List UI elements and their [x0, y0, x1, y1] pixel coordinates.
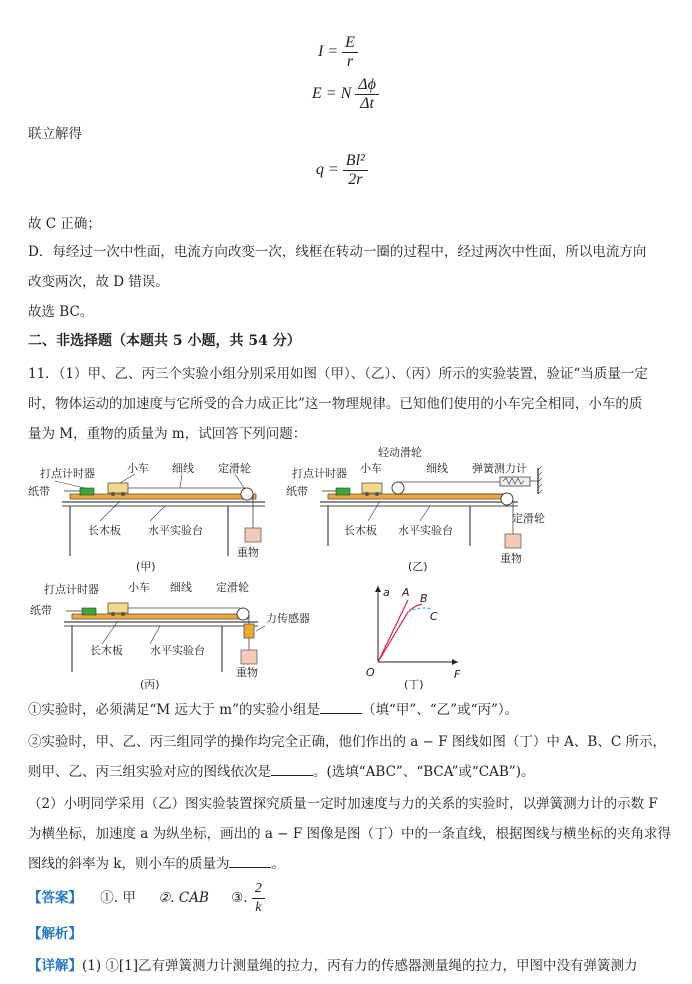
label-rope: 细线 [170, 581, 192, 594]
formula-lhs: I = [318, 43, 339, 61]
timer-icon [336, 488, 350, 495]
car-icon [108, 483, 128, 493]
formula-numerator: Δϕ [355, 76, 379, 95]
detail-text: (1) ①[1]乙有弹簧测力计测量绳的拉力，丙有力的传感器测量绳的拉力，甲图中没有弹簧测力 [82, 958, 638, 974]
label-spring-scale: 弹簧测力计 [472, 462, 527, 475]
leader-timer [55, 481, 85, 488]
line-label-c: C [430, 610, 438, 623]
y-axis-arrow-icon [375, 586, 381, 592]
label-pulley: 定滑轮 [216, 581, 249, 594]
caption-yi: (乙) [408, 560, 428, 573]
answer-2: ②. CAB [158, 890, 209, 906]
text-choose: 故选 BC。 [28, 304, 94, 320]
detail-tag: 【详解】 [28, 958, 82, 974]
answer-blank [229, 855, 271, 868]
part2-line1: （2）小明同学采用（乙）图实验装置探究质量一定时加速度与力的关系的实验时，以弹簧测力计的示数 F [28, 796, 658, 812]
movable-pulley-icon [392, 482, 404, 494]
answer-blank [320, 701, 362, 714]
car-wheel-icon [111, 612, 115, 616]
formula-current [318, 34, 358, 71]
car-wheel-icon [121, 612, 125, 616]
figure-bing [30, 580, 310, 690]
part2-line2: 为横坐标，加速度 a 为纵坐标，画出的 a − F 图像是图（丁）中的一条直线，根据图线与横坐标的夹角求得 [28, 826, 672, 842]
label-tape: 纸带 [28, 485, 50, 498]
timer-icon [82, 608, 96, 615]
long-board [72, 614, 248, 619]
figure-yi [286, 446, 545, 573]
subquestion-2-suffix: 。(选填“ABC”、“BCA”或“CAB”)。 [313, 764, 535, 780]
label-timer: 打点计时器 [44, 583, 99, 596]
weight-icon [245, 528, 261, 542]
caption-jia: (甲) [136, 560, 156, 573]
answer-1: ①. 甲 [100, 890, 136, 906]
car-wheel-icon [375, 492, 379, 496]
car-icon [108, 603, 128, 613]
label-table: 水平实验台 [150, 644, 205, 657]
text-c-correct: 故 C 正确； [28, 216, 101, 232]
label-tape: 纸带 [286, 485, 308, 498]
question-line2: 时，物体运动的加速度与它所受的合力成正比”这一物理规律。已知他们使用的小车完全相同，小车的质 [28, 396, 643, 412]
line-label-a: A [402, 586, 410, 599]
formula-lhs: E = N [312, 85, 352, 103]
label-car: 小车 [127, 462, 149, 475]
label-pulley: 定滑轮 [512, 512, 545, 525]
label-pulley: 定滑轮 [218, 462, 251, 475]
car-wheel-icon [121, 492, 125, 496]
label-table: 水平实验台 [398, 524, 453, 537]
leader-pulley [235, 474, 245, 489]
section-heading: 二、非选择题（本题共 5 小题，共 54 分） [28, 333, 301, 349]
label-timer: 打点计时器 [40, 467, 95, 480]
part2-line3-suffix: 。 [271, 856, 285, 872]
answer-3-label: ③. [231, 890, 248, 906]
long-board [328, 494, 510, 499]
detail-row [28, 954, 638, 974]
car-wheel-icon [111, 492, 115, 496]
label-timer: 打点计时器 [292, 467, 347, 480]
answer-tag: 【答案】 [28, 890, 82, 906]
label-movable-pulley: 轻动滑轮 [378, 446, 422, 459]
label-board: 长木板 [90, 644, 123, 657]
part2-line3 [28, 852, 285, 872]
formula-denominator: r [346, 53, 354, 70]
weight-icon [505, 534, 521, 548]
question-line3: 量为 M，重物的质量为 m，试回答下列问题： [28, 426, 307, 442]
pulley-icon [501, 493, 513, 505]
leader-board [368, 501, 380, 521]
axis-label-a: a [383, 586, 390, 599]
subquestion-1-text: ①实验时，必须满足“M 远大于 m”的实验小组是 [28, 702, 321, 718]
label-weight: 重物 [500, 552, 522, 565]
leader-table [150, 626, 160, 644]
formula-numerator: E [342, 34, 358, 53]
pulley-icon [237, 608, 249, 620]
text-d-line1: D．每经过一次中性面，电流方向改变一次，线框在转动一圈的过程中，经过两次中性面，所以电流方向 [28, 244, 647, 260]
formula-emf [312, 76, 379, 113]
label-tape: 纸带 [30, 604, 52, 617]
formula-denominator: Δt [360, 95, 374, 112]
graph-line-b [378, 604, 422, 662]
leader-board [100, 501, 120, 521]
subquestion-1 [28, 698, 518, 718]
figure-jia [28, 461, 265, 573]
answer-row [28, 880, 265, 917]
subquestion-2-line2 [28, 760, 534, 780]
subquestion-1-suffix: （填“甲”、“乙”或“丙”）。 [362, 702, 519, 718]
force-sensor-icon [244, 624, 254, 638]
caption-ding: (丁) [404, 678, 424, 690]
leader-rope [180, 474, 182, 488]
label-table: 水平实验台 [148, 524, 203, 537]
formula-denominator: 2r [348, 171, 363, 188]
analysis-tag: 【解析】 [28, 926, 82, 942]
leader-table [150, 506, 165, 521]
label-rope: 细线 [172, 462, 194, 475]
part2-line3-text: 图线的斜率为 k，则小车的质量为 [28, 856, 230, 872]
answer-blank [271, 763, 313, 776]
experiment-figures [0, 446, 692, 690]
axis-label-f: F [454, 668, 461, 681]
leader-board [102, 621, 118, 644]
line-label-b: B [420, 592, 428, 605]
text-d-line2: 改变两次，故 D 错误。 [28, 274, 169, 290]
graph-line-a [378, 600, 408, 662]
formula-lhs: q = [316, 161, 339, 179]
question-line1: 11．（1）甲、乙、丙三个实验小组分别采用如图（甲）、（乙）、（丙）所示的实验装置，验证“当质量一定 [28, 366, 648, 382]
formula-charge [316, 152, 368, 189]
origin-label: O [366, 666, 375, 679]
car-wheel-icon [365, 492, 369, 496]
long-board [70, 494, 256, 499]
label-rope: 细线 [426, 462, 448, 475]
text-solve: 联立解得 [28, 126, 82, 142]
leader-car [120, 474, 135, 483]
car-icon [362, 483, 382, 493]
subquestion-2-text: 则甲、乙、丙三组实验对应的图线依次是 [28, 764, 271, 780]
x-axis-arrow-icon [452, 659, 458, 665]
label-weight: 重物 [236, 666, 258, 679]
label-weight: 重物 [237, 546, 259, 559]
answer-3-numerator: 2 [252, 880, 265, 899]
answer-3-denominator: k [255, 900, 262, 915]
label-sensor: 力传感器 [266, 612, 310, 625]
label-car: 小车 [360, 462, 382, 475]
pulley-icon [241, 488, 253, 500]
subquestion-2-line1: ②实验时，甲、乙、丙三组同学的操作均完全正确，他们作出的 a − F 图线如图（丁）中 A、B、C 所示， [28, 734, 666, 750]
caption-bing: (丙) [140, 678, 160, 690]
label-car: 小车 [128, 581, 150, 594]
timer-icon [80, 488, 94, 495]
formula-numerator: Bl² [343, 152, 368, 171]
label-board: 长木板 [344, 524, 377, 537]
leader-table [420, 506, 430, 521]
answer-3-fraction [252, 880, 265, 917]
weight-icon [241, 650, 257, 664]
leader-sensor [256, 626, 265, 631]
label-board: 长木板 [88, 524, 121, 537]
figure-ding [366, 586, 461, 690]
